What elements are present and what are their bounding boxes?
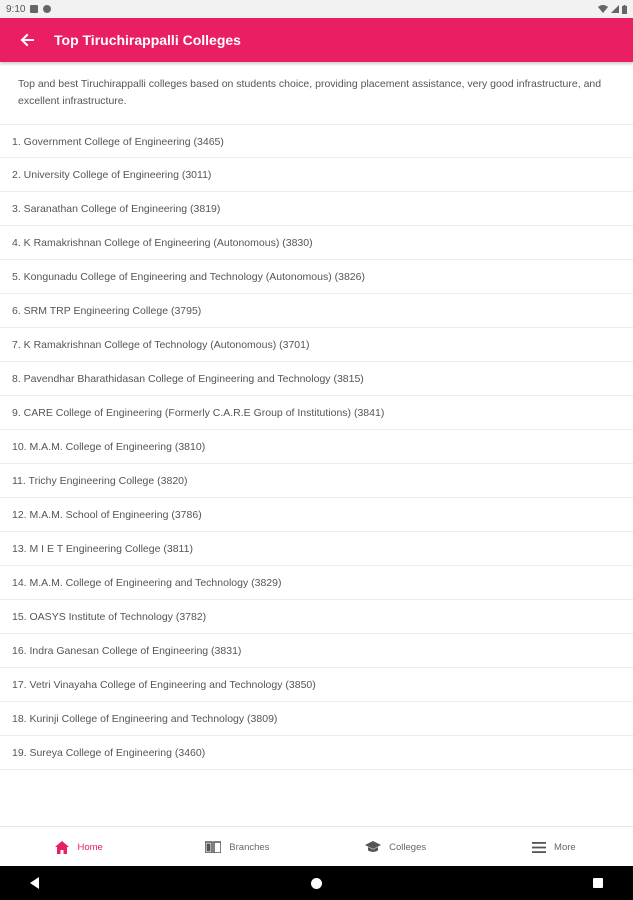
list-item[interactable]: 8. Pavendhar Bharathidasan College of Engineering and Technology (3815) [0, 362, 633, 396]
list-item[interactable]: 3. Saranathan College of Engineering (3819) [0, 192, 633, 226]
list-item[interactable]: 6. SRM TRP Engineering College (3795) [0, 294, 633, 328]
list-item[interactable]: 10. M.A.M. College of Engineering (3810) [0, 430, 633, 464]
nav-more[interactable] [475, 827, 633, 867]
menu-icon [532, 842, 546, 853]
system-home-icon[interactable] [311, 878, 322, 889]
bottom-navigation [0, 826, 633, 867]
book-icon [205, 841, 221, 853]
intro-text: Top and best Tiruchirappalli colleges based on students choice, providing placement assistance, very good infrastructure, and excellent infrastructure. [18, 78, 602, 107]
list-item[interactable]: 7. K Ramakrishnan College of Technology (Autonomous) (3701) [0, 328, 633, 362]
list-item[interactable]: 17. Vetri Vinayaha College of Engineering and Technology (3850) [0, 668, 633, 702]
system-back-icon[interactable] [30, 877, 39, 889]
list-item[interactable]: 11. Trichy Engineering College (3820) [0, 464, 633, 498]
list-item[interactable]: 1. Government College of Engineering (3465) [0, 124, 633, 158]
graduation-cap-icon [365, 841, 381, 853]
list-item[interactable]: 19. Sureya College of Engineering (3460) [0, 736, 633, 770]
notification-icon [43, 5, 51, 13]
battery-icon [622, 5, 627, 14]
list-item[interactable]: 9. CARE College of Engineering (Formerly C.A.R.E Group of Institutions) (3841) [0, 396, 633, 430]
page-title: Top Tiruchirappalli Colleges [54, 32, 241, 48]
main-content [0, 62, 633, 770]
nav-colleges[interactable] [317, 827, 475, 867]
list-item[interactable]: 13. M I E T Engineering College (3811) [0, 532, 633, 566]
system-navigation-bar [0, 866, 633, 900]
status-bar [0, 0, 633, 18]
app-bar [0, 18, 633, 62]
list-item[interactable]: 2. University College of Engineering (3011) [0, 158, 633, 192]
nav-more-label: More [554, 841, 576, 853]
wifi-icon [598, 5, 608, 13]
nav-home[interactable] [0, 827, 158, 867]
list-item[interactable]: 16. Indra Ganesan College of Engineering (3831) [0, 634, 633, 668]
list-item[interactable]: 4. K Ramakrishnan College of Engineering (Autonomous) (3830) [0, 226, 633, 260]
home-icon [55, 841, 69, 854]
nav-home-label: Home [77, 841, 103, 853]
back-button[interactable] [0, 18, 54, 62]
nav-colleges-label: Colleges [389, 841, 427, 853]
nav-branches-label: Branches [229, 841, 270, 853]
sd-card-icon [30, 5, 38, 13]
list-item[interactable]: 18. Kurinji College of Engineering and Technology (3809) [0, 702, 633, 736]
arrow-back-icon [20, 33, 34, 47]
list-item[interactable]: 15. OASYS Institute of Technology (3782) [0, 600, 633, 634]
signal-icon [611, 5, 619, 13]
college-list [0, 124, 633, 770]
list-item[interactable]: 14. M.A.M. College of Engineering and Technology (3829) [0, 566, 633, 600]
status-time: 9:10 [6, 3, 26, 15]
list-item[interactable]: 12. M.A.M. School of Engineering (3786) [0, 498, 633, 532]
nav-branches[interactable] [158, 827, 316, 867]
system-recents-icon[interactable] [593, 878, 603, 888]
list-item[interactable]: 5. Kongunadu College of Engineering and Technology (Autonomous) (3826) [0, 260, 633, 294]
